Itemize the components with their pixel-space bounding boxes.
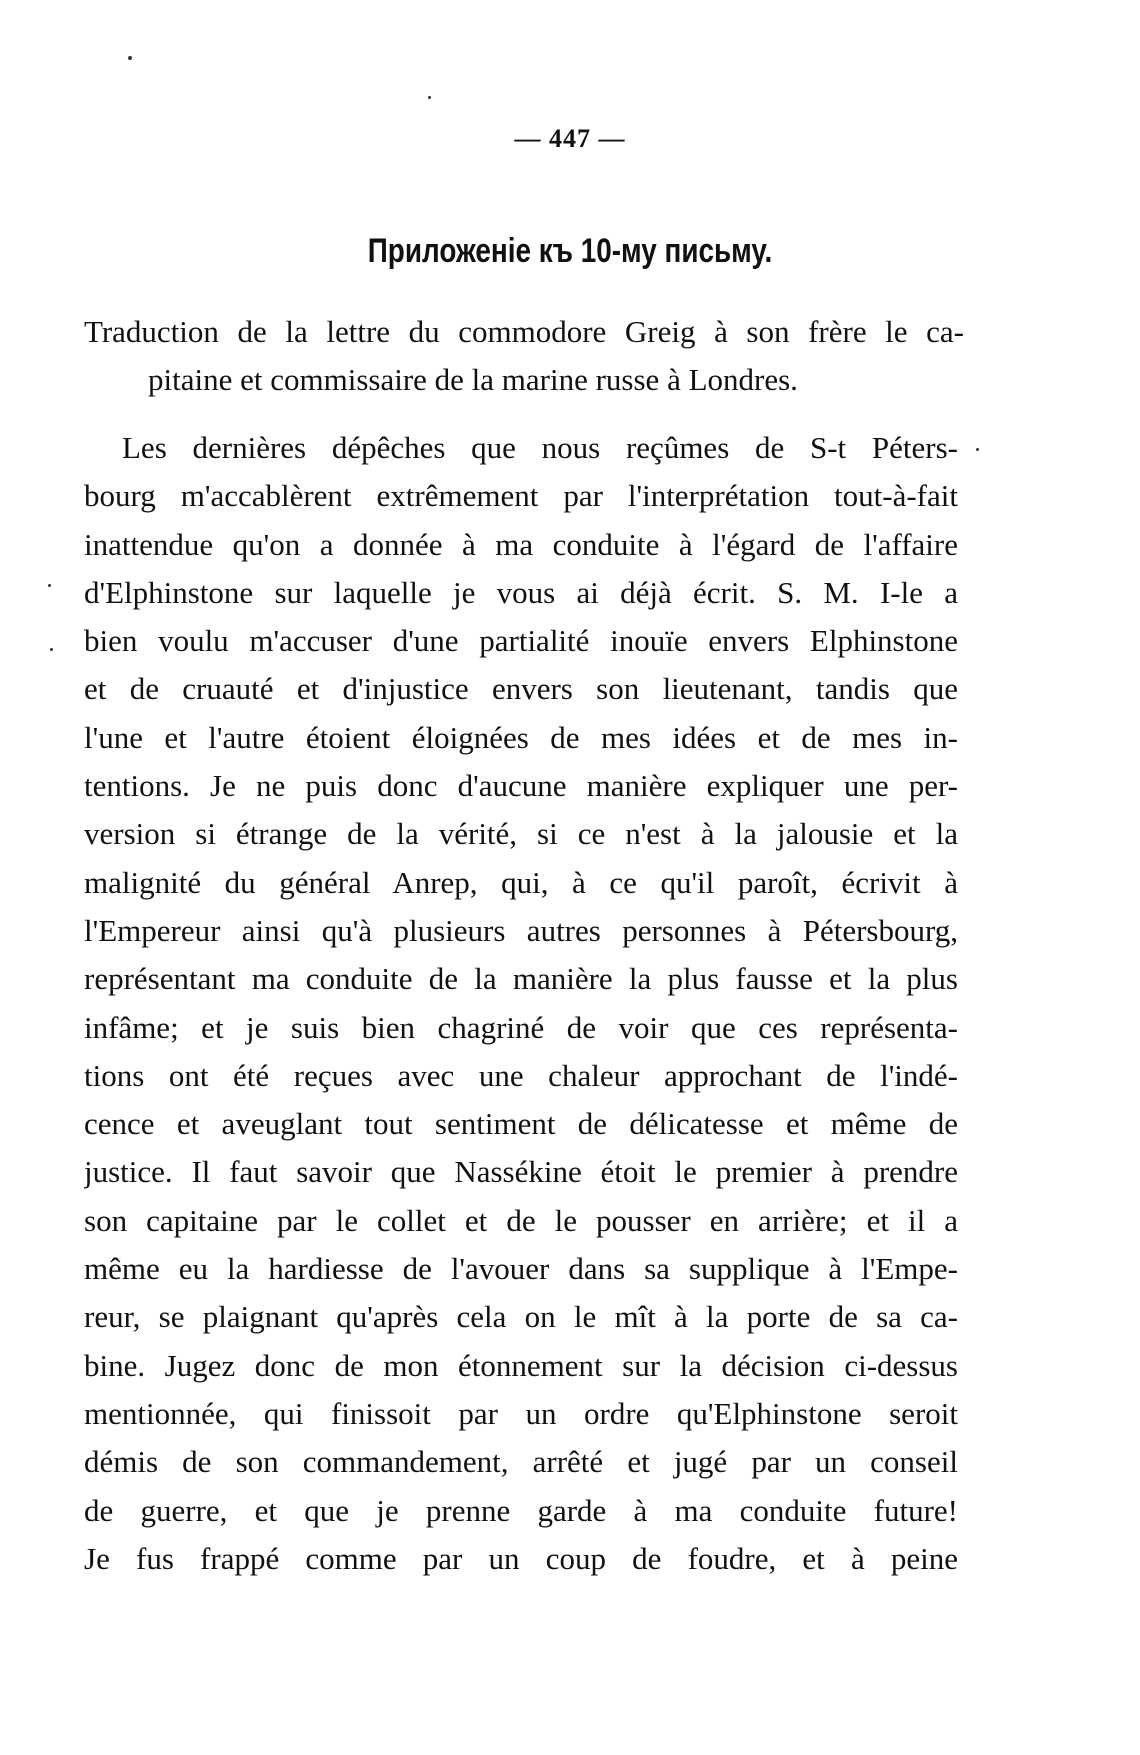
page-number: — 447 — (514, 124, 626, 153)
letter-body (84, 424, 958, 1583)
text-line: tions ont été reçues avec une chaleur approchant de l'indé- (84, 1057, 958, 1093)
text-line: d'Elphinstone sur laquelle je vous ai déjà écrit. S. M. I-le a (84, 574, 958, 610)
text-line: malignité du général Anrep, qui, à ce qu'il paroît, écrivit à (84, 864, 958, 900)
text-line: reur, se plaignant qu'après cela on le mît à la porte de sa ca- (84, 1299, 958, 1335)
subtitle-line: pitaine et commissaire de la marine russe à Londres. (148, 362, 798, 398)
text-line: bien voulu m'accuser d'une partialité inouïe envers Elphinstone (84, 623, 958, 659)
text-line: l'une et l'autre étoient éloignées de mes idées et de mes in- (84, 719, 958, 755)
text-line: Je fus frappé comme par un coup de foudre, et à peine (84, 1540, 958, 1576)
text-line: mentionnée, qui finissoit par un ordre qu'Elphinstone seroit (84, 1395, 958, 1431)
scan-speck (50, 648, 53, 651)
subtitle-line: Traduction de la lettre du commodore Greig à son frère le ca- (84, 314, 964, 349)
text-line: démis de son commandement, arrêté et jugé par un conseil (84, 1444, 958, 1480)
text-line: de guerre, et que je prenne garde à ma conduite future! (84, 1492, 958, 1528)
text-line: justice. Il faut savoir que Nassékine étoit le premier à prendre (84, 1154, 958, 1190)
text-line: tentions. Je ne puis donc d'aucune manière expliquer une per- (84, 768, 958, 804)
text-line: même eu la hardiesse de l'avouer dans sa supplique à l'Empe- (84, 1251, 958, 1287)
text-line: et de cruauté et d'injustice envers son lieutenant, tandis que (84, 671, 958, 707)
text-line: infâme; et je suis bien chagriné de voir que ces représenta- (84, 1009, 958, 1045)
scan-speck (976, 448, 979, 451)
text-line: bine. Jugez donc de mon étonnement sur la décision ci-dessus (84, 1347, 958, 1383)
text-line: cence et aveuglant tout sentiment de délicatesse et même de (84, 1106, 958, 1142)
appendix-heading: Приложеніе къ 10-му письму. (367, 232, 773, 270)
text-line: Les dernières dépêches que nous reçûmes de S-t Péters- (122, 430, 958, 465)
text-line: version si étrange de la vérité, si ce n'est à la jalousie et la (84, 816, 958, 852)
text-line: son capitaine par le collet et de le pousser en arrière; et il a (84, 1202, 958, 1238)
letter-subtitle (84, 308, 964, 404)
scan-speck (48, 584, 51, 587)
text-line: inattendue qu'on a donnée à ma conduite à l'égard de l'affaire (84, 526, 958, 562)
scan-speck (428, 96, 431, 99)
text-line: l'Empereur ainsi qu'à plusieurs autres personnes à Pétersbourg, (84, 912, 958, 948)
text-line: représentant ma conduite de la manière la plus fausse et la plus (84, 961, 958, 997)
scan-speck (128, 56, 132, 60)
text-line: bourg m'accablèrent extrêmement par l'interprétation tout-à-fait (84, 478, 958, 514)
